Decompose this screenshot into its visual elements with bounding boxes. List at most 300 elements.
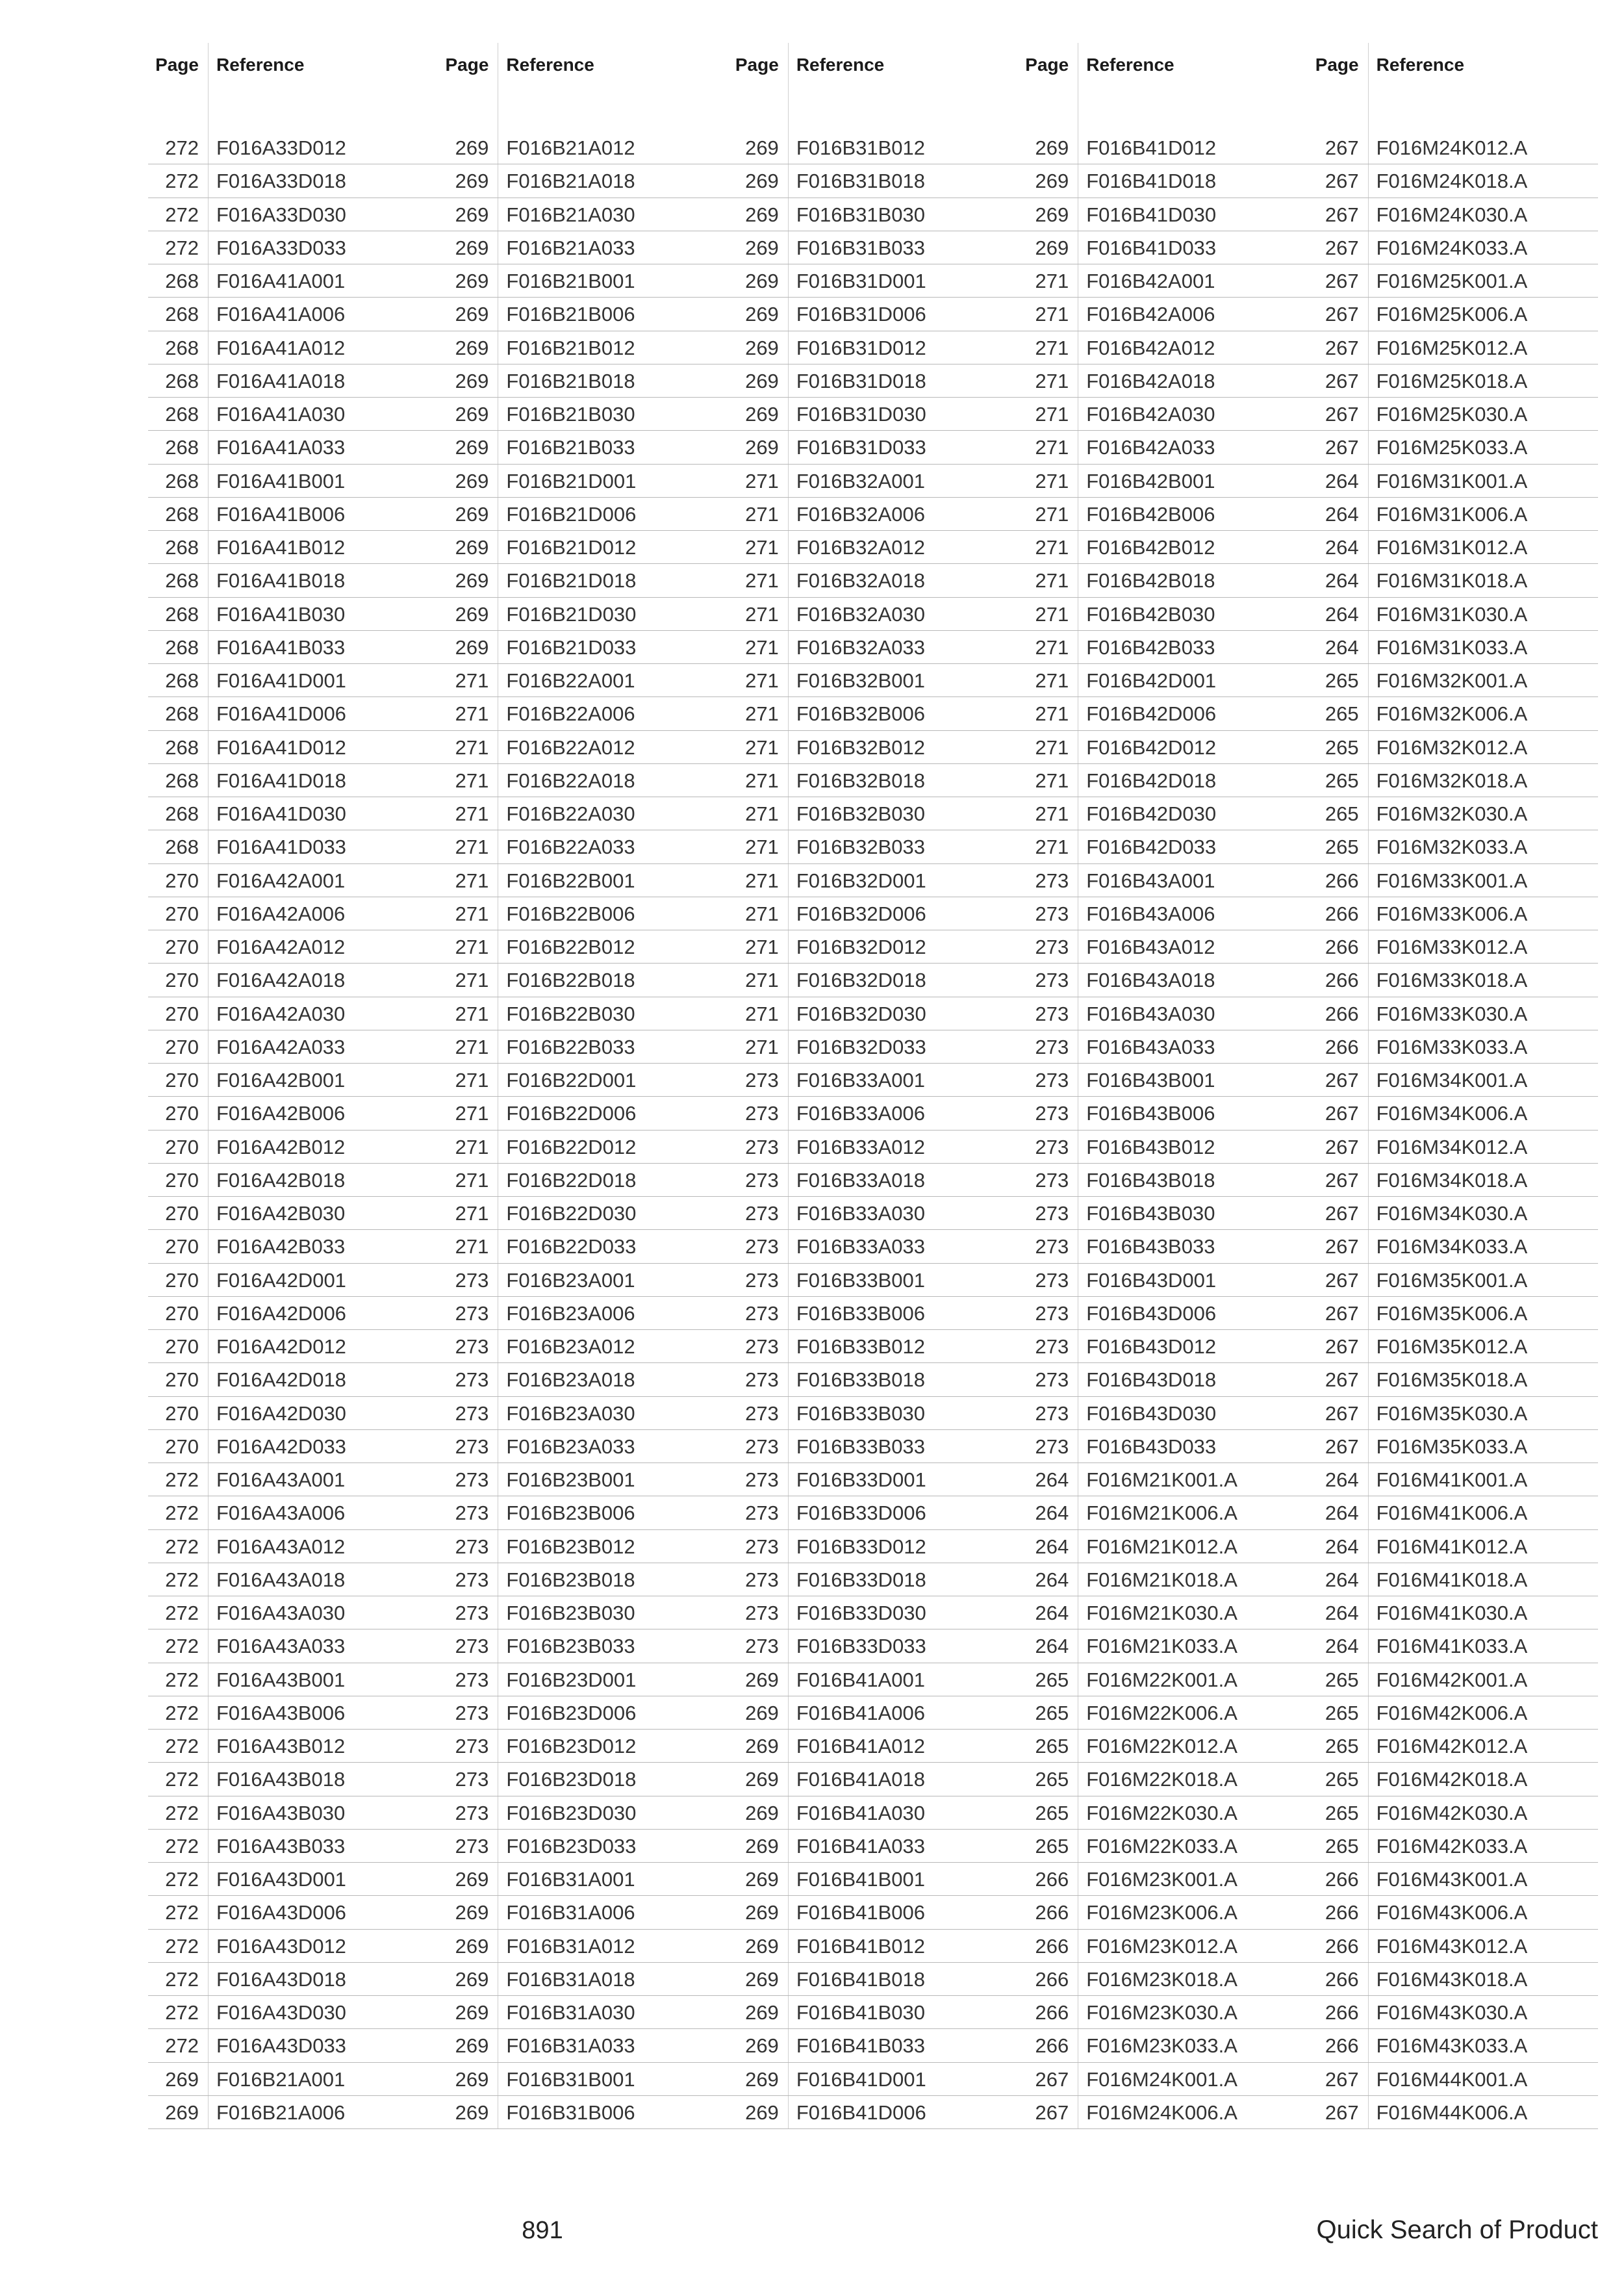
reference-cell: F016M24K018.A xyxy=(1368,164,1598,197)
page-cell: 267 xyxy=(1035,2067,1069,2091)
page-cell: 267 xyxy=(1325,336,1359,359)
page-cell: 273 xyxy=(745,1568,779,1591)
page-cell: 266 xyxy=(1035,2001,1069,2024)
page-cell: 267 xyxy=(1325,136,1359,159)
column-header xyxy=(438,43,728,131)
reference-cell: F016B22B033 xyxy=(498,1030,728,1063)
reference-cell: F016B32B018 xyxy=(788,764,1018,797)
table-row xyxy=(1308,2063,1598,2096)
page-cell: 273 xyxy=(455,1768,489,1791)
table-row xyxy=(1018,1863,1308,1896)
page-cell: 267 xyxy=(1325,1368,1359,1392)
reference-cell: F016M42K012.A xyxy=(1368,1730,1598,1762)
reference-cell: F016M21K030.A xyxy=(1078,1596,1308,1629)
table-row xyxy=(1308,930,1598,964)
page-cell: 273 xyxy=(455,1335,489,1358)
page-cell: 269 xyxy=(745,236,779,259)
table-row xyxy=(1018,364,1308,398)
reference-cell: F016B21B001 xyxy=(498,264,728,297)
table-row xyxy=(438,997,728,1030)
page-cell: 265 xyxy=(1325,702,1359,726)
table-row xyxy=(148,198,438,231)
table-row xyxy=(728,830,1018,863)
page-cell: 273 xyxy=(455,1568,489,1591)
table-row xyxy=(1018,1230,1308,1263)
page-cell: 266 xyxy=(1035,1967,1069,1991)
table-row xyxy=(1018,1596,1308,1629)
table-row xyxy=(1308,764,1598,797)
page-cell: 267 xyxy=(1325,403,1359,426)
reference-cell: F016B31D033 xyxy=(788,431,1018,463)
table-row xyxy=(1018,1197,1308,1230)
table-row xyxy=(728,1230,1018,1263)
page-cell: 264 xyxy=(1035,1602,1069,1624)
page-cell: 269 xyxy=(455,203,489,226)
page-cell: 269 xyxy=(745,436,779,459)
reference-cell: F016A41B012 xyxy=(208,531,438,563)
page-cell: 269 xyxy=(165,2067,199,2091)
table-row xyxy=(1308,1363,1598,1396)
page-cell: 273 xyxy=(1035,1301,1069,1325)
reference-cell: F016B43A012 xyxy=(1078,930,1308,963)
reference-cell: F016M34K030.A xyxy=(1368,1197,1598,1229)
reference-cell: F016A43B033 xyxy=(208,1830,438,1862)
reference-cell: F016B33B030 xyxy=(788,1397,1018,1429)
page-cell: 273 xyxy=(745,1501,779,1525)
table-row xyxy=(438,664,728,697)
table-row xyxy=(728,1164,1018,1197)
reference-cell: F016M22K018.A xyxy=(1078,1763,1308,1795)
page-cell: 269 xyxy=(745,2067,779,2091)
page-cell: 268 xyxy=(165,569,199,593)
page-cell: 266 xyxy=(1035,1868,1069,1891)
reference-cell: F016B43D012 xyxy=(1078,1330,1308,1362)
reference-cell: F016B33D030 xyxy=(788,1596,1018,1629)
reference-cell: F016B41A006 xyxy=(788,1696,1018,1729)
reference-cell: F016B31B033 xyxy=(788,231,1018,264)
table-row xyxy=(728,664,1018,697)
table-row xyxy=(1308,864,1598,897)
reference-cell: F016A41B018 xyxy=(208,564,438,596)
reference-cell: F016B41A012 xyxy=(788,1730,1018,1762)
reference-cell: F016M25K012.A xyxy=(1368,331,1598,364)
page-cell: 265 xyxy=(1325,836,1359,859)
reference-cell: F016B21D012 xyxy=(498,531,728,563)
table-row xyxy=(1018,1663,1308,1696)
column-header xyxy=(148,43,438,131)
reference-cell: F016M44K006.A xyxy=(1368,2096,1598,2128)
page-cell: 270 xyxy=(165,1335,199,1358)
table-row xyxy=(1018,1830,1308,1863)
table-row xyxy=(1018,997,1308,1030)
table-row xyxy=(728,797,1018,830)
page-cell: 272 xyxy=(165,1735,199,1757)
table-row xyxy=(148,2096,438,2129)
reference-column-header: Reference xyxy=(1078,43,1308,131)
table-row xyxy=(438,697,728,730)
table-row xyxy=(148,1796,438,1830)
reference-cell: F016M25K001.A xyxy=(1368,264,1598,297)
table-row xyxy=(1018,465,1308,498)
reference-cell: F016M43K030.A xyxy=(1368,1996,1598,2028)
page-cell: 269 xyxy=(745,170,779,193)
page-cell: 267 xyxy=(1325,1135,1359,1158)
reference-cell: F016B21B012 xyxy=(498,331,728,364)
table-row xyxy=(148,797,438,830)
page-cell: 273 xyxy=(455,1668,489,1691)
page-cell: 271 xyxy=(745,1035,779,1058)
reference-cell: F016B31A006 xyxy=(498,1896,728,1928)
page-cell: 264 xyxy=(1325,1468,1359,1491)
reference-cell: F016B23B033 xyxy=(498,1629,728,1662)
page-cell: 270 xyxy=(165,1035,199,1058)
table-row xyxy=(438,1996,728,2029)
reference-cell: F016A43B030 xyxy=(208,1796,438,1829)
reference-cell: F016B31D018 xyxy=(788,364,1018,397)
page-cell: 264 xyxy=(1325,1535,1359,1558)
page-cell: 268 xyxy=(165,369,199,392)
page-cell: 265 xyxy=(1035,1735,1069,1757)
page-cell: 269 xyxy=(455,2101,489,2124)
page-cell: 271 xyxy=(745,669,779,692)
reference-cell: F016B31A033 xyxy=(498,2029,728,2062)
reference-cell: F016B23A006 xyxy=(498,1297,728,1329)
reference-cell: F016A43D006 xyxy=(208,1896,438,1928)
page-cell: 268 xyxy=(165,702,199,726)
page-cell: 273 xyxy=(745,1202,779,1225)
page-cell: 269 xyxy=(455,2067,489,2091)
table-row xyxy=(728,1663,1018,1696)
table-row xyxy=(1308,1629,1598,1663)
reference-cell: F016M41K001.A xyxy=(1368,1463,1598,1496)
reference-cell: F016A41A030 xyxy=(208,398,438,430)
reference-cell: F016B43D033 xyxy=(1078,1430,1308,1463)
table-row xyxy=(438,830,728,863)
table-row xyxy=(1018,1996,1308,2029)
page-cell: 273 xyxy=(745,1335,779,1358)
reference-cell: F016M43K001.A xyxy=(1368,1863,1598,1895)
table-row xyxy=(148,431,438,464)
reference-cell: F016B41B033 xyxy=(788,2029,1018,2062)
page-cell: 271 xyxy=(745,735,779,759)
page-cell: 270 xyxy=(165,1401,199,1425)
reference-cell: F016B43B006 xyxy=(1078,1097,1308,1129)
page-cell: 273 xyxy=(1035,869,1069,892)
reference-cell: F016B23A033 xyxy=(498,1430,728,1463)
table-row xyxy=(148,1863,438,1896)
page-cell: 273 xyxy=(1035,1168,1069,1192)
reference-cell: F016B21D006 xyxy=(498,498,728,530)
reference-cell: F016M25K033.A xyxy=(1368,431,1598,463)
page-cell: 272 xyxy=(165,1602,199,1624)
page-cell: 265 xyxy=(1325,1801,1359,1824)
table-row xyxy=(1308,997,1598,1030)
page-cell: 269 xyxy=(745,2034,779,2058)
page-cell: 272 xyxy=(165,1801,199,1824)
page-cell: 273 xyxy=(455,1635,489,1658)
reference-cell: F016B22D030 xyxy=(498,1197,728,1229)
reference-cell: F016M21K001.A xyxy=(1078,1463,1308,1496)
page-cell: 269 xyxy=(455,602,489,626)
reference-cell: F016B33B006 xyxy=(788,1297,1018,1329)
table-row xyxy=(1308,598,1598,631)
reference-cell: F016A41A018 xyxy=(208,364,438,397)
page-cell: 271 xyxy=(745,769,779,792)
reference-cell: F016B32B012 xyxy=(788,731,1018,763)
table-row xyxy=(1308,2029,1598,2062)
reference-cell: F016M43K006.A xyxy=(1368,1896,1598,1928)
index-column xyxy=(728,43,1018,2129)
page-cell: 264 xyxy=(1035,1568,1069,1591)
table-row xyxy=(728,598,1018,631)
reference-cell: F016B32D018 xyxy=(788,964,1018,996)
reference-cell: F016A42A006 xyxy=(208,897,438,930)
reference-cell: F016A41B006 xyxy=(208,498,438,530)
page-cell: 273 xyxy=(745,1235,779,1258)
table-row xyxy=(438,2063,728,2096)
table-row xyxy=(148,1330,438,1363)
reference-cell: F016B22B018 xyxy=(498,964,728,996)
table-row xyxy=(438,1830,728,1863)
table-row xyxy=(148,2029,438,2062)
table-row xyxy=(148,1563,438,1596)
page-cell: 271 xyxy=(455,702,489,726)
table-row xyxy=(728,697,1018,730)
table-row xyxy=(1308,1064,1598,1097)
page-cell: 271 xyxy=(455,1102,489,1125)
table-row xyxy=(1308,231,1598,264)
reference-cell: F016M31K001.A xyxy=(1368,465,1598,497)
page-cell: 264 xyxy=(1325,1602,1359,1624)
table-row xyxy=(1018,1397,1308,1430)
page-cell: 267 xyxy=(1325,170,1359,193)
table-row xyxy=(1308,564,1598,597)
page-cell: 267 xyxy=(1325,236,1359,259)
page-cell: 265 xyxy=(1325,1668,1359,1691)
page-cell: 273 xyxy=(745,1268,779,1292)
reference-cell: F016A42D030 xyxy=(208,1397,438,1429)
page-cell: 271 xyxy=(1035,536,1069,559)
table-row xyxy=(148,631,438,664)
table-row xyxy=(1308,731,1598,764)
table-row xyxy=(1308,1463,1598,1496)
table-row xyxy=(728,364,1018,398)
reference-cell: F016M21K012.A xyxy=(1078,1530,1308,1563)
page-cell: 270 xyxy=(165,1435,199,1458)
reference-cell: F016B41A018 xyxy=(788,1763,1018,1795)
table-row xyxy=(438,1297,728,1330)
table-row xyxy=(438,465,728,498)
reference-cell: F016B32A018 xyxy=(788,564,1018,596)
reference-cell: F016B23B001 xyxy=(498,1463,728,1496)
page-cell: 267 xyxy=(1325,303,1359,326)
page-cell: 268 xyxy=(165,769,199,792)
table-row xyxy=(1308,1963,1598,1996)
reference-cell: F016M42K018.A xyxy=(1368,1763,1598,1795)
page-cell: 269 xyxy=(455,170,489,193)
reference-cell: F016B31A012 xyxy=(498,1930,728,1962)
reference-cell: F016B23B018 xyxy=(498,1563,728,1596)
reference-cell: F016M21K018.A xyxy=(1078,1563,1308,1596)
table-row xyxy=(1018,1363,1308,1396)
table-row xyxy=(438,1131,728,1164)
page-number: 891 xyxy=(522,2217,563,2244)
page-cell: 273 xyxy=(455,1535,489,1558)
reference-cell: F016M23K018.A xyxy=(1078,1963,1308,1995)
page-cell: 271 xyxy=(1035,569,1069,593)
page-cell: 265 xyxy=(1325,669,1359,692)
table-row xyxy=(1018,498,1308,531)
reference-cell: F016A43D033 xyxy=(208,2029,438,2062)
page-cell: 273 xyxy=(745,1435,779,1458)
page-cell: 265 xyxy=(1035,1768,1069,1791)
table-row xyxy=(1308,1663,1598,1696)
reference-cell: F016M25K030.A xyxy=(1368,398,1598,430)
table-row xyxy=(728,2096,1018,2129)
reference-cell: F016B23D018 xyxy=(498,1763,728,1795)
table-row xyxy=(728,1496,1018,1529)
reference-cell: F016B32D033 xyxy=(788,1030,1018,1063)
table-row xyxy=(1308,1496,1598,1529)
table-row xyxy=(1308,1730,1598,1763)
page-cell: 272 xyxy=(165,1635,199,1658)
table-row xyxy=(1308,1030,1598,1064)
table-row xyxy=(438,1030,728,1064)
table-row xyxy=(1308,2096,1598,2129)
table-row xyxy=(148,664,438,697)
table-row xyxy=(1018,930,1308,964)
reference-cell: F016A43B018 xyxy=(208,1763,438,1795)
table-row xyxy=(1308,797,1598,830)
reference-cell: F016M21K033.A xyxy=(1078,1629,1308,1662)
reference-cell: F016B21D030 xyxy=(498,598,728,630)
page-cell: 271 xyxy=(1035,369,1069,392)
page-cell: 272 xyxy=(165,1967,199,1991)
page-cell: 271 xyxy=(1035,635,1069,659)
reference-cell: F016B42B030 xyxy=(1078,598,1308,630)
table-row xyxy=(728,1297,1018,1330)
table-row xyxy=(148,1230,438,1263)
reference-cell: F016B31D012 xyxy=(788,331,1018,364)
table-row xyxy=(438,797,728,830)
page-cell: 271 xyxy=(455,802,489,825)
reference-cell: F016B43B033 xyxy=(1078,1230,1308,1262)
table-row xyxy=(1018,697,1308,730)
reference-cell: F016M22K006.A xyxy=(1078,1696,1308,1729)
page-cell: 273 xyxy=(1035,1102,1069,1125)
table-row xyxy=(728,431,1018,464)
reference-cell: F016B31A001 xyxy=(498,1863,728,1895)
page-cell: 271 xyxy=(455,1235,489,1258)
reference-cell: F016B21A018 xyxy=(498,164,728,197)
table-row xyxy=(438,1930,728,1963)
reference-cell: F016M33K006.A xyxy=(1368,897,1598,930)
reference-cell: F016B23D006 xyxy=(498,1696,728,1729)
reference-cell: F016A41A033 xyxy=(208,431,438,463)
table-row xyxy=(1018,431,1308,464)
reference-cell: F016B33B012 xyxy=(788,1330,1018,1362)
reference-cell: F016A42B012 xyxy=(208,1131,438,1163)
page-cell: 273 xyxy=(745,1635,779,1658)
page-cell: 273 xyxy=(455,1435,489,1458)
reference-cell: F016B42A033 xyxy=(1078,431,1308,463)
page-cell: 271 xyxy=(1035,836,1069,859)
reference-cell: F016B32D030 xyxy=(788,997,1018,1030)
reference-cell: F016A41D012 xyxy=(208,731,438,763)
reference-cell: F016B43D006 xyxy=(1078,1297,1308,1329)
table-row xyxy=(1308,431,1598,464)
reference-cell: F016M43K012.A xyxy=(1368,1930,1598,1962)
reference-cell: F016B42D012 xyxy=(1078,731,1308,763)
page-cell: 271 xyxy=(455,902,489,925)
page-cell: 264 xyxy=(1325,1501,1359,1525)
page-cell: 266 xyxy=(1325,969,1359,992)
page-cell: 271 xyxy=(1035,436,1069,459)
table-row xyxy=(728,764,1018,797)
table-row xyxy=(438,1363,728,1396)
reference-cell: F016M31K006.A xyxy=(1368,498,1598,530)
table-row xyxy=(1308,465,1598,498)
reference-cell: F016B22B006 xyxy=(498,897,728,930)
reference-cell: F016M41K006.A xyxy=(1368,1496,1598,1529)
reference-cell: F016A41A001 xyxy=(208,264,438,297)
reference-cell: F016M22K012.A xyxy=(1078,1730,1308,1762)
table-row xyxy=(1018,1030,1308,1064)
table-row xyxy=(728,465,1018,498)
table-row xyxy=(1018,1496,1308,1529)
page-cell: 271 xyxy=(1035,502,1069,526)
page-cell: 272 xyxy=(165,236,199,259)
reference-cell: F016B43B012 xyxy=(1078,1131,1308,1163)
reference-cell: F016M24K033.A xyxy=(1368,231,1598,264)
page-cell: 271 xyxy=(455,1002,489,1025)
page-cell: 269 xyxy=(455,1934,489,1958)
page-cell: 266 xyxy=(1325,869,1359,892)
page-cell: 271 xyxy=(1035,602,1069,626)
page-cell: 265 xyxy=(1325,1834,1359,1858)
page-cell: 271 xyxy=(1035,769,1069,792)
reference-cell: F016A43B006 xyxy=(208,1696,438,1729)
reference-cell: F016B31B001 xyxy=(498,2063,728,2095)
reference-cell: F016B23A001 xyxy=(498,1264,728,1296)
page-cell: 268 xyxy=(165,802,199,825)
reference-cell: F016A42D033 xyxy=(208,1430,438,1463)
reference-cell: F016M32K018.A xyxy=(1368,764,1598,797)
page-cell: 273 xyxy=(1035,1368,1069,1392)
table-row xyxy=(148,1197,438,1230)
table-row xyxy=(1308,1763,1598,1796)
reference-cell: F016A43A018 xyxy=(208,1563,438,1596)
footer-title: Quick Search of Product xyxy=(1316,2216,1598,2244)
reference-cell: F016B42B018 xyxy=(1078,564,1308,596)
table-row xyxy=(728,131,1018,164)
reference-cell: F016A42B033 xyxy=(208,1230,438,1262)
reference-cell: F016A43A033 xyxy=(208,1629,438,1662)
page-cell: 265 xyxy=(1035,1668,1069,1691)
page-cell: 271 xyxy=(1035,270,1069,292)
reference-cell: F016B22D033 xyxy=(498,1230,728,1262)
table-row xyxy=(1018,964,1308,997)
page-cell: 270 xyxy=(165,1268,199,1292)
table-row xyxy=(148,231,438,264)
reference-cell: F016B43A033 xyxy=(1078,1030,1308,1063)
reference-cell: F016A41B001 xyxy=(208,465,438,497)
reference-cell: F016A42B001 xyxy=(208,1064,438,1096)
table-row xyxy=(148,1064,438,1097)
page-cell: 269 xyxy=(745,2001,779,2024)
page-cell: 273 xyxy=(455,1701,489,1724)
page-cell: 273 xyxy=(1035,1135,1069,1158)
